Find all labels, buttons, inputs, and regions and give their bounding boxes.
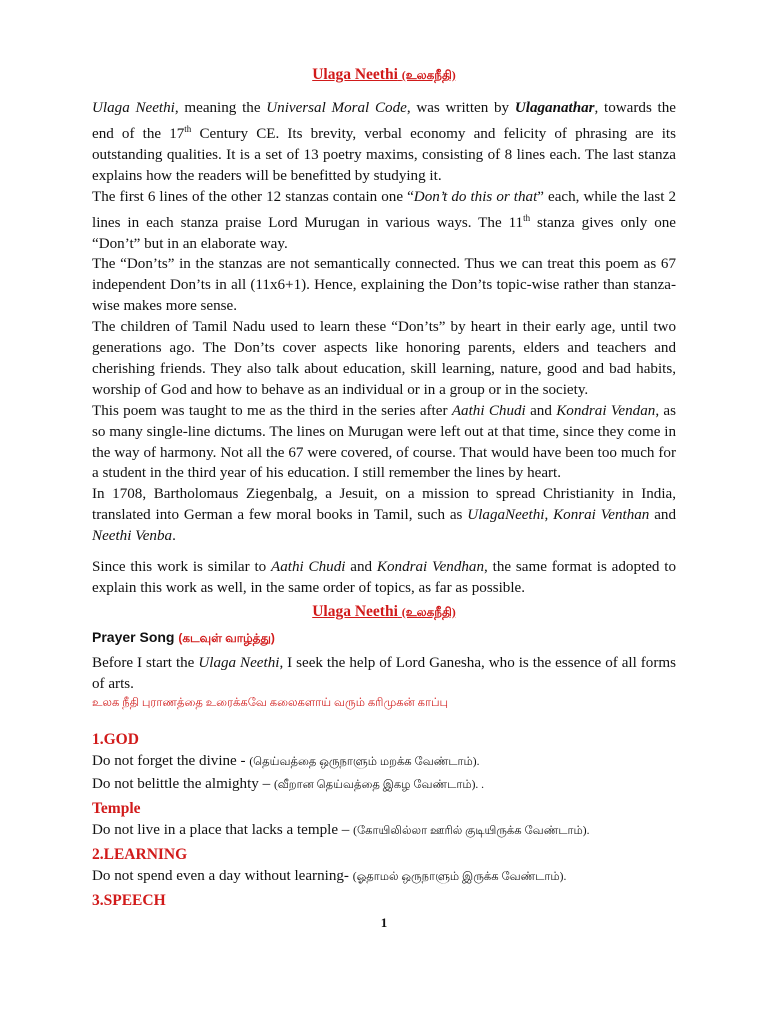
intro-paragraph-5 bbox=[92, 401, 676, 485]
text-run: Kondrai Vendan bbox=[556, 402, 656, 419]
section-title-english: Ulaga Neethi bbox=[312, 602, 398, 620]
text-run: Ulaga Neethi bbox=[92, 100, 175, 116]
text-run: Since this work is similar to bbox=[92, 559, 272, 576]
text-run: , meaning the bbox=[174, 100, 267, 116]
temple-line-1-tamil: (கோயிலில்லா ஊரில் குடியிருக்க வேண்டாம்). bbox=[353, 824, 590, 837]
prayer-text bbox=[92, 653, 676, 695]
text-run: , I seek the help of Lord Ganesha, who is the essence of all forms of arts. bbox=[92, 654, 676, 692]
text-run: The “Don’ts” in the stanzas are not semantically connected. Thus we can treat this poem as 67 independent Don’ts in all (11x6+1). Hence, explaining the Don’ts topic-wise rather than stanza-wise makes more sense. bbox=[92, 256, 676, 315]
text-run: . bbox=[172, 528, 176, 545]
text-run: Universal Moral Code bbox=[266, 100, 407, 116]
temple-line-1-english: Do not live in a place that lacks a temple – bbox=[92, 821, 350, 838]
text-run: , bbox=[544, 507, 554, 524]
text-run: Neethi Venba bbox=[92, 528, 173, 545]
text-run: This poem was taught to me as the third in the series after bbox=[92, 402, 452, 419]
page-number: 1 bbox=[380, 915, 388, 930]
text-run: Before I start the bbox=[92, 654, 199, 671]
learning-line-1-tamil: (ஓதாமல் ஒருநாளும் இருக்க வேண்டாம்). bbox=[352, 870, 567, 883]
introduction bbox=[92, 98, 676, 599]
text-run: and bbox=[649, 507, 676, 524]
text-run: Konrai Venthan bbox=[553, 507, 650, 524]
text-run: , as so many single-line dictums. The lines on Murugan were left out at that time, since they come in the way of harmony. Not all the 67 were covered, of course. That would have been too much for a student in the third year of his education. I still remember the lines by heart. bbox=[92, 402, 676, 482]
intro-paragraph-6 bbox=[92, 484, 676, 547]
text-run: In 1708, Bartholomaus Ziegenbalg, a Jesuit, on a mission to spread Christianity in India, translated into German a few moral books in Tamil, such as bbox=[92, 486, 676, 524]
prayer-heading-english: Prayer Song bbox=[92, 628, 175, 645]
text-run: , the same format is adopted to explain this work as well, in the same order of topics, as far as possible. bbox=[92, 559, 677, 596]
prayer-heading-tamil: (கடவுள் வாழ்த்து) bbox=[178, 630, 275, 645]
intro-paragraph-1 bbox=[92, 98, 676, 187]
text-run: th bbox=[523, 212, 531, 223]
intro-paragraph-2 bbox=[92, 187, 676, 255]
text-run: Ulaganathar bbox=[514, 100, 595, 116]
text-run: ” each, while the last 2 lines in each stanza praise Lord Murugan in various ways. The 11 bbox=[92, 188, 677, 231]
god-line-1-english: Do not forget the divine - bbox=[92, 752, 246, 769]
god-line-2 bbox=[92, 773, 676, 796]
section-title bbox=[92, 603, 676, 621]
text-run: Century CE. Its brevity, verbal economy and felicity of phrasing are its outstanding qualities. It is a set of 13 poetry maxims, consisting of 8 lines each. The last stanza explains how the readers will be benefitted by studying it. bbox=[92, 125, 676, 184]
text-run: Aathi Chudi bbox=[451, 402, 526, 419]
god-line-1-tamil: (தெய்வத்தை ஒருநாளும் மறக்க வேண்டாம்). bbox=[249, 755, 480, 768]
learning-line-1 bbox=[92, 865, 676, 888]
learning-line-1-english: Do not spend even a day without learning- bbox=[92, 867, 349, 884]
text-run: UlagaNeethi bbox=[467, 507, 545, 524]
title-tamil: (உலகநீதி) bbox=[401, 68, 456, 82]
intro-paragraph-3 bbox=[92, 254, 676, 317]
text-run: Don’t do this or that bbox=[413, 188, 538, 205]
text-run: and bbox=[345, 559, 377, 576]
heading-temple: Temple bbox=[92, 799, 141, 817]
heading-god: 1.GOD bbox=[92, 730, 139, 748]
intro-paragraph-7 bbox=[92, 557, 676, 599]
text-run: and bbox=[525, 402, 557, 419]
document-title bbox=[92, 66, 676, 84]
temple-line-1 bbox=[92, 819, 676, 842]
god-line-1 bbox=[92, 750, 676, 773]
text-run: , towards the end of the 17 bbox=[92, 100, 676, 142]
text-run: stanza gives only one “Don’t” but in an elaborate way. bbox=[92, 214, 676, 252]
text-run: , was written by bbox=[406, 100, 515, 116]
text-run: Kondrai Vendhan bbox=[376, 559, 485, 576]
section-title-tamil: (உலகநீதி) bbox=[401, 604, 456, 619]
intro-paragraph-4 bbox=[92, 317, 676, 401]
heading-speech: 3.SPEECH bbox=[92, 891, 166, 909]
text-run: The children of Tamil Nadu used to learn these “Don’ts” by heart in their early age, until two generations ago. The Don’ts cover aspects like honoring parents, elders and teachers and cherishing friends. They also talk about education, skill learning, nature, good and bad habits, worship of God and how to behave as an individual or in a group or in the society. bbox=[92, 319, 676, 398]
prayer-body bbox=[92, 653, 676, 695]
title-english: Ulaga Neethi bbox=[312, 66, 398, 83]
heading-learning: 2.LEARNING bbox=[92, 845, 188, 863]
text-run: The first 6 lines of the other 12 stanzas contain one “ bbox=[92, 188, 414, 205]
god-line-2-english: Do not belittle the almighty – bbox=[92, 775, 271, 792]
prayer-heading bbox=[92, 629, 676, 647]
text-run: Ulaga Neethi bbox=[198, 654, 280, 671]
text-run: Aathi Chudi bbox=[271, 559, 346, 576]
prayer-tamil-verse: உலக நீதி புராணத்தை உரைக்கவே கலைகளாய் வரும் கரிமுகன் காப்பு bbox=[92, 696, 449, 709]
text-run: th bbox=[184, 123, 192, 134]
god-line-2-tamil: (வீறான தெய்வத்தை இகழ வேண்டாம்). . bbox=[273, 778, 485, 791]
